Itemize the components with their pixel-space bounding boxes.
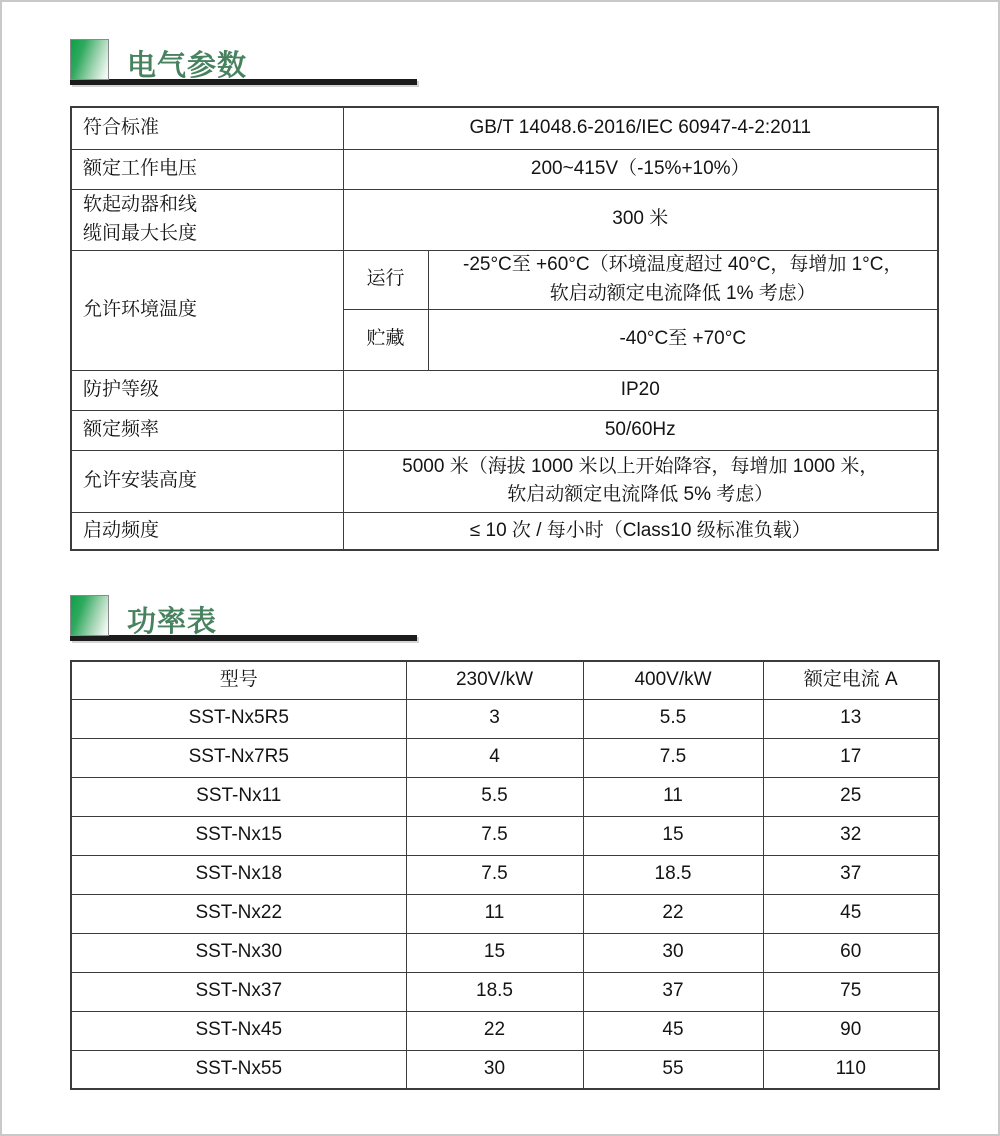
kw230-cell: 22 bbox=[406, 1011, 583, 1050]
heading-underline-bar bbox=[70, 635, 417, 641]
power-table-header-row bbox=[71, 661, 939, 699]
kw230-cell: 15 bbox=[406, 933, 583, 972]
model-cell: SST-Nx22 bbox=[71, 894, 406, 933]
param-label-line2: 缆间最大长度 bbox=[83, 222, 198, 244]
param-value-line1: -25°C至 +60°C（环境温度超过 40°C，每增加 1°C， bbox=[463, 254, 903, 275]
power-table bbox=[70, 660, 940, 1090]
model-cell: SST-Nx5R5 bbox=[71, 699, 406, 738]
kw400-cell: 5.5 bbox=[583, 699, 763, 738]
kw400-cell: 55 bbox=[583, 1050, 763, 1089]
kw400-cell: 15 bbox=[583, 816, 763, 855]
param-value: GB/T 14048.6-2016/IEC 60947-4-2:2011 bbox=[343, 107, 938, 149]
kw230-cell: 4 bbox=[406, 738, 583, 777]
param-value: IP20 bbox=[343, 370, 938, 410]
param-label bbox=[71, 189, 343, 250]
kw230-cell: 7.5 bbox=[406, 816, 583, 855]
current-cell: 37 bbox=[763, 855, 939, 894]
param-label: 允许环境温度 bbox=[71, 250, 343, 370]
section-heading-power bbox=[70, 595, 417, 642]
current-cell: 110 bbox=[763, 1050, 939, 1089]
section-heading-electrical bbox=[70, 39, 417, 86]
column-header-400v: 400V/kW bbox=[583, 661, 763, 699]
electrical-parameters-table bbox=[70, 106, 939, 551]
current-cell: 90 bbox=[763, 1011, 939, 1050]
table-row bbox=[71, 1050, 939, 1089]
table-row bbox=[71, 149, 938, 189]
param-value: -40°C至 +70°C bbox=[428, 309, 938, 370]
kw400-cell: 18.5 bbox=[583, 855, 763, 894]
table-row bbox=[71, 972, 939, 1011]
param-label-line1: 软起动器和线 bbox=[83, 194, 198, 215]
param-label: 额定工作电压 bbox=[71, 149, 343, 189]
current-cell: 17 bbox=[763, 738, 939, 777]
param-value: 50/60Hz bbox=[343, 410, 938, 450]
param-value-line1: 5000 米（海拔 1000 米以上开始降容，每增加 1000 米， bbox=[402, 455, 879, 477]
model-cell: SST-Nx30 bbox=[71, 933, 406, 972]
param-value-line2: 软启动额定电流降低 1% 考虑） bbox=[549, 282, 816, 304]
param-value-line2: 软启动额定电流降低 5% 考虑） bbox=[507, 484, 774, 505]
kw400-cell: 37 bbox=[583, 972, 763, 1011]
param-value: 300 米 bbox=[343, 189, 938, 250]
table-row bbox=[71, 738, 939, 777]
table-row bbox=[71, 370, 938, 410]
green-gradient-square bbox=[70, 39, 109, 80]
kw400-cell: 30 bbox=[583, 933, 763, 972]
model-cell: SST-Nx55 bbox=[71, 1050, 406, 1089]
model-cell: SST-Nx11 bbox=[71, 777, 406, 816]
kw230-cell: 7.5 bbox=[406, 855, 583, 894]
table-row bbox=[71, 933, 939, 972]
section-title-electrical: 电气参数 bbox=[127, 50, 248, 82]
current-cell: 45 bbox=[763, 894, 939, 933]
kw400-cell: 11 bbox=[583, 777, 763, 816]
table-row bbox=[71, 1011, 939, 1050]
table-row bbox=[71, 894, 939, 933]
param-label: 符合标准 bbox=[71, 107, 343, 149]
param-label: 额定频率 bbox=[71, 410, 343, 450]
green-gradient-square bbox=[70, 595, 109, 636]
section-title-power: 功率表 bbox=[127, 606, 218, 638]
table-row bbox=[71, 816, 939, 855]
param-label: 启动频度 bbox=[71, 512, 343, 550]
current-cell: 13 bbox=[763, 699, 939, 738]
model-cell: SST-Nx45 bbox=[71, 1011, 406, 1050]
table-row bbox=[71, 107, 938, 149]
column-header-230v: 230V/kW bbox=[406, 661, 583, 699]
model-cell: SST-Nx37 bbox=[71, 972, 406, 1011]
table-row bbox=[71, 512, 938, 550]
param-label: 允许安装高度 bbox=[71, 450, 343, 512]
kw230-cell: 5.5 bbox=[406, 777, 583, 816]
current-cell: 60 bbox=[763, 933, 939, 972]
sub-label-storage: 贮藏 bbox=[343, 309, 428, 370]
table-row bbox=[71, 250, 938, 309]
param-value: 200~415V（-15%+10%） bbox=[343, 149, 938, 189]
kw230-cell: 18.5 bbox=[406, 972, 583, 1011]
kw230-cell: 3 bbox=[406, 699, 583, 738]
param-value: ≤ 10 次 / 每小时（Class10 级标准负载） bbox=[343, 512, 938, 550]
kw400-cell: 7.5 bbox=[583, 738, 763, 777]
column-header-current: 额定电流 A bbox=[763, 661, 939, 699]
table-row bbox=[71, 189, 938, 250]
param-value bbox=[343, 450, 938, 512]
kw230-cell: 11 bbox=[406, 894, 583, 933]
kw400-cell: 45 bbox=[583, 1011, 763, 1050]
kw230-cell: 30 bbox=[406, 1050, 583, 1089]
model-cell: SST-Nx15 bbox=[71, 816, 406, 855]
table-row bbox=[71, 450, 938, 512]
model-cell: SST-Nx7R5 bbox=[71, 738, 406, 777]
model-cell: SST-Nx18 bbox=[71, 855, 406, 894]
table-row bbox=[71, 699, 939, 738]
table-row bbox=[71, 410, 938, 450]
current-cell: 25 bbox=[763, 777, 939, 816]
current-cell: 32 bbox=[763, 816, 939, 855]
sub-label-operation: 运行 bbox=[343, 250, 428, 309]
param-value bbox=[428, 250, 938, 309]
kw400-cell: 22 bbox=[583, 894, 763, 933]
param-label: 防护等级 bbox=[71, 370, 343, 410]
table-row bbox=[71, 777, 939, 816]
current-cell: 75 bbox=[763, 972, 939, 1011]
column-header-model: 型号 bbox=[71, 661, 406, 699]
table-row bbox=[71, 855, 939, 894]
